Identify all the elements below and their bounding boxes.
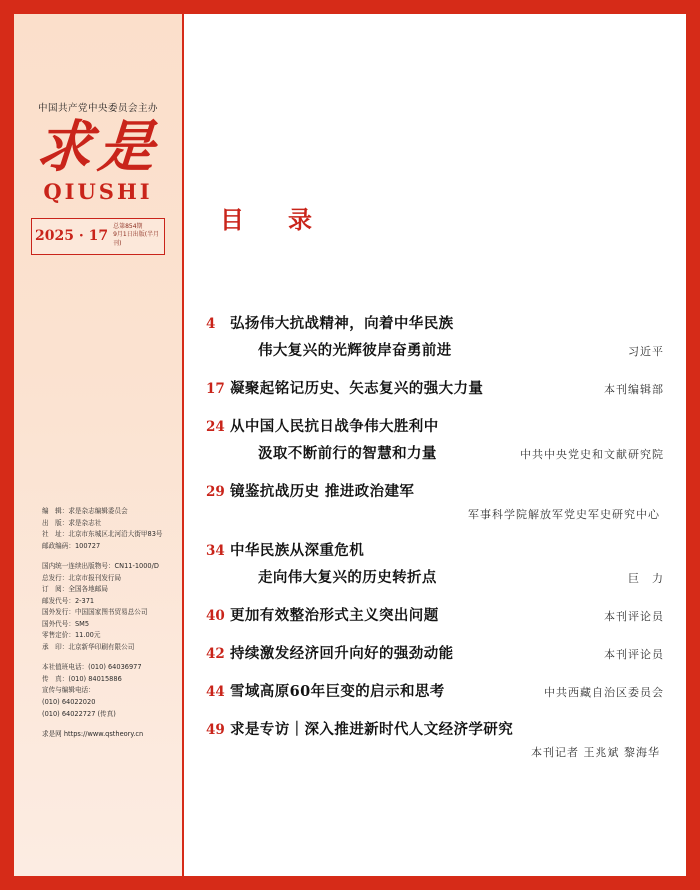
toc-entry[interactable] [204,480,664,522]
toc-title-line: 伟大复兴的光辉彼岸奋勇前进 [258,342,452,359]
toc-author: 本刊记者 王兆斌 黎海华 [531,746,660,759]
colophon-line: 宣传与编辑电话： [42,686,95,695]
toc-author: 本刊评论员 [604,610,664,623]
toc-page-number: 44 [206,684,225,700]
colophon-line: 出 版：求是杂志社 [42,518,102,527]
toc-list [204,312,664,777]
toc-entry[interactable] [204,604,664,625]
colophon-line: 传 真：(010) 84015886 [42,674,122,683]
website-url[interactable]: 求是网 https://www.qstheory.cn [42,730,144,739]
toc-title-line: 雪域高原60年巨变的启示和思考 [230,683,445,700]
toc-entry[interactable] [204,680,664,701]
logo-pinyin: QIUSHI [43,178,153,204]
colophon-line: 国内统一连续出版物号：CN11-1000/D [42,562,159,571]
issue-number: 2025 · 17 [35,227,109,244]
toc-entry[interactable] [204,642,664,663]
cover-left-panel [14,14,184,876]
colophon [14,506,182,741]
toc-title-line: 汲取不断前行的智慧和力量 [258,445,437,462]
toc-author: 军事科学院解放军党史军史研究中心 [468,508,660,521]
toc-title-line: 持续激发经济回升向好的强劲动能 [230,645,454,662]
colophon-block-contact [42,662,172,720]
toc-heading: 目 录 [220,205,322,234]
masthead [14,14,182,255]
toc-page-number: 4 [206,316,216,332]
colophon-line: (010) 64022727 (传真) [42,709,116,718]
colophon-line: 承 印：北京新华印刷有限公司 [42,642,135,651]
toc-author: 巨 力 [628,572,664,585]
toc-page-number: 24 [206,419,225,435]
toc-author: 本刊编辑部 [604,383,664,396]
toc-title-line: 求是专访｜深入推进新时代人文经济学研究 [230,721,514,738]
toc-page-number: 40 [206,608,225,624]
colophon-line: 编 辑：求是杂志编辑委员会 [42,507,128,515]
toc-entry[interactable] [204,539,664,587]
colophon-line: 本社值班电话：(010) 64036977 [42,663,142,672]
colophon-line: 社 址：北京市东城区北河沿大街甲83号 [42,530,163,539]
toc-title-line: 凝聚起铭记历史、矢志复兴的强大力量 [230,380,484,397]
sponsor-line: 中国共产党中央委员会主办 [37,103,158,114]
toc-title-line: 走向伟大复兴的历史转折点 [258,569,437,586]
colophon-line: 邮发代号：2-371 [42,596,95,605]
colophon-line: 国外代号：SM5 [42,619,90,628]
toc-title-line: 从中国人民抗日战争伟大胜利中 [230,418,439,435]
toc-author: 习近平 [628,345,664,358]
toc-entry[interactable] [204,718,664,760]
issue-total: 总第854期 [113,222,143,230]
toc-page-number: 42 [206,646,225,662]
toc-author: 本刊评论员 [604,648,664,661]
toc-page-number: 17 [206,381,225,397]
toc-author: 中共中央党史和文献研究院 [520,448,664,461]
toc-entry[interactable] [204,377,664,398]
toc-title-line: 弘扬伟大抗战精神，向着中华民族 [230,315,454,332]
toc-entry[interactable] [204,415,664,463]
colophon-line: (010) 64022020 [42,697,96,706]
colophon-block-publisher [42,506,172,552]
page-inner [14,14,686,876]
toc-page-number: 29 [206,484,225,500]
toc-page-number: 34 [206,543,225,559]
toc-author: 中共西藏自治区委员会 [544,686,664,699]
issue-meta [113,223,161,249]
colophon-line: 邮政编码：100727 [42,541,101,550]
colophon-line: 订 阅：全国各地邮局 [42,585,108,594]
issue-badge [31,218,165,255]
toc-title-line: 更加有效整治形式主义突出问题 [230,607,439,624]
colophon-line: 总发行：北京市报刊发行局 [42,573,122,582]
colophon-block-distribution [42,561,172,653]
issue-date: 9月1日出版(半月刊) [113,231,160,248]
toc-panel [184,14,686,876]
logo-chinese: 求是 [33,114,163,180]
toc-page-number: 49 [206,722,225,738]
colophon-line: 零售定价：11.00元 [42,631,101,640]
toc-title-line: 镜鉴抗战历史 推进政治建军 [230,483,415,500]
colophon-line: 国外发行：中国国家图书贸易总公司 [42,608,148,617]
toc-title-line: 中华民族从深重危机 [230,542,365,559]
toc-entry[interactable] [204,312,664,360]
